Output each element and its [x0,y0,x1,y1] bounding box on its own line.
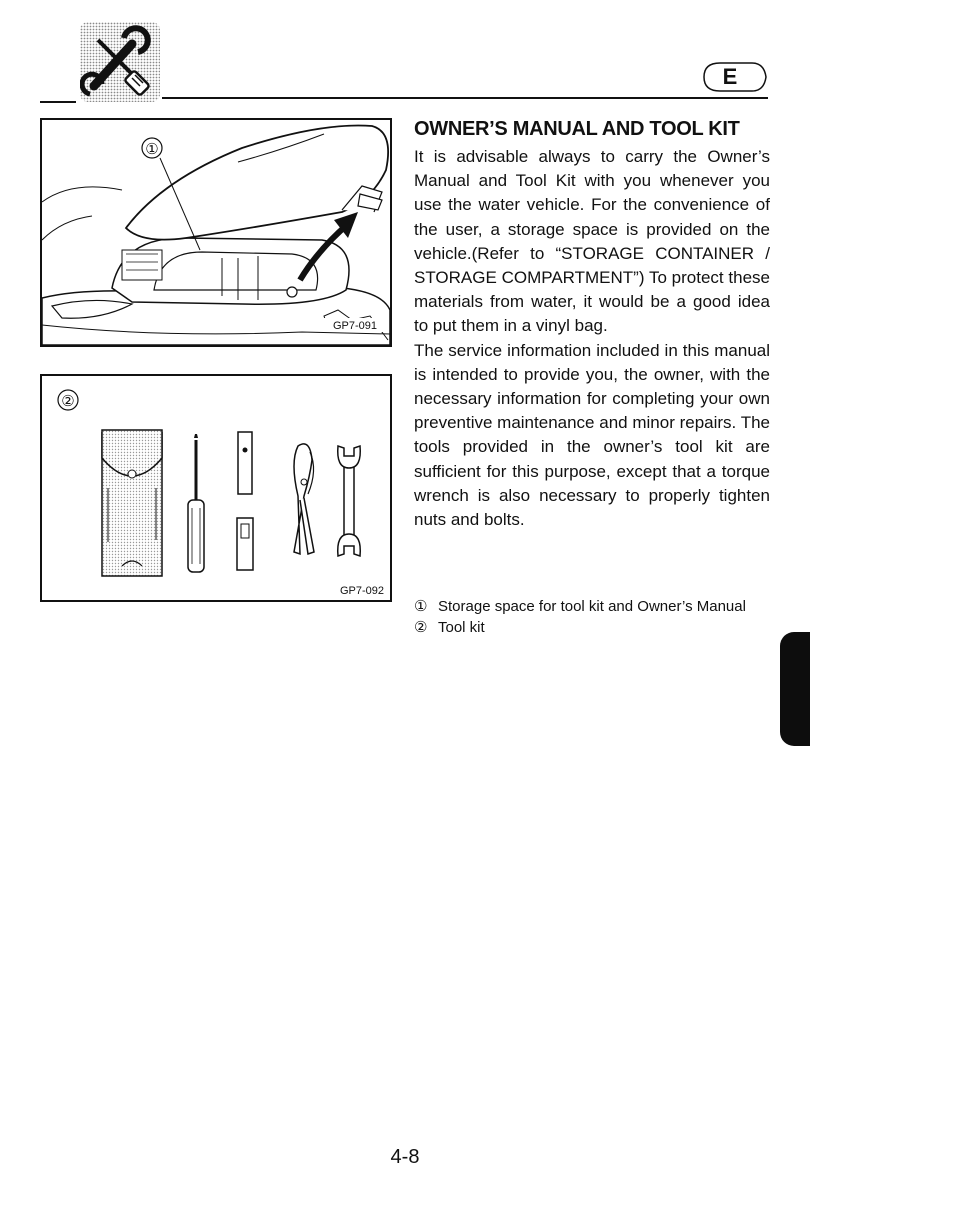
legend-text: Storage space for tool kit and Owner’s Manual [438,598,746,615]
section-body [414,116,770,532]
header-rule-right [162,97,768,99]
paragraph-service-info: The service information included in this manual is intended to provide you, the owner, with the necessary information for completing your own preventive maintenance and minor repairs. The tools provided in the owner’s tool kit are sufficient for this purpose, except that a torque wrench is also necessary to properly tighten nuts and bolts. [414,340,770,530]
legend-item [414,618,754,639]
header-rule-left [40,101,76,103]
spark-plug-wrench [238,432,252,494]
figure-tool-kit [40,374,392,602]
section-title: OWNER’S MANUAL AND TOOL KIT [414,118,740,140]
figure-2-code: GP7-092 [339,585,384,597]
figure-2-callout: ② [61,393,75,410]
open-end-wrench [344,466,354,536]
storage-space-illustration [42,120,390,345]
legend-item [414,597,754,618]
legend-mark: ① [414,598,428,615]
page-number: 4-8 [390,1146,420,1168]
language-badge: E [722,64,738,89]
wrench-screwdriver-icon [80,22,160,102]
legend-mark: ② [414,618,428,636]
tool-kit-illustration [42,376,390,600]
figure-1-code: GP7-091 [332,320,378,332]
chapter-side-tab [780,632,810,746]
figure-legend [414,597,754,638]
figure-1-callout: ① [145,141,159,158]
figure-storage-space [40,118,392,347]
paragraph-owners-manual: It is advisable always to carry the Owner’s Manual and Tool Kit with you whenever you use the water vehicle. For the convenience of the user, a storage space is provided on the vehicle.(Refer to “STORAGE CONTAINER / STORAGE COMPARTMENT”) To protect these materials from water, it would be a good idea to put them in a vinyl bag. [414,147,770,336]
legend-text: Tool kit [438,618,485,636]
